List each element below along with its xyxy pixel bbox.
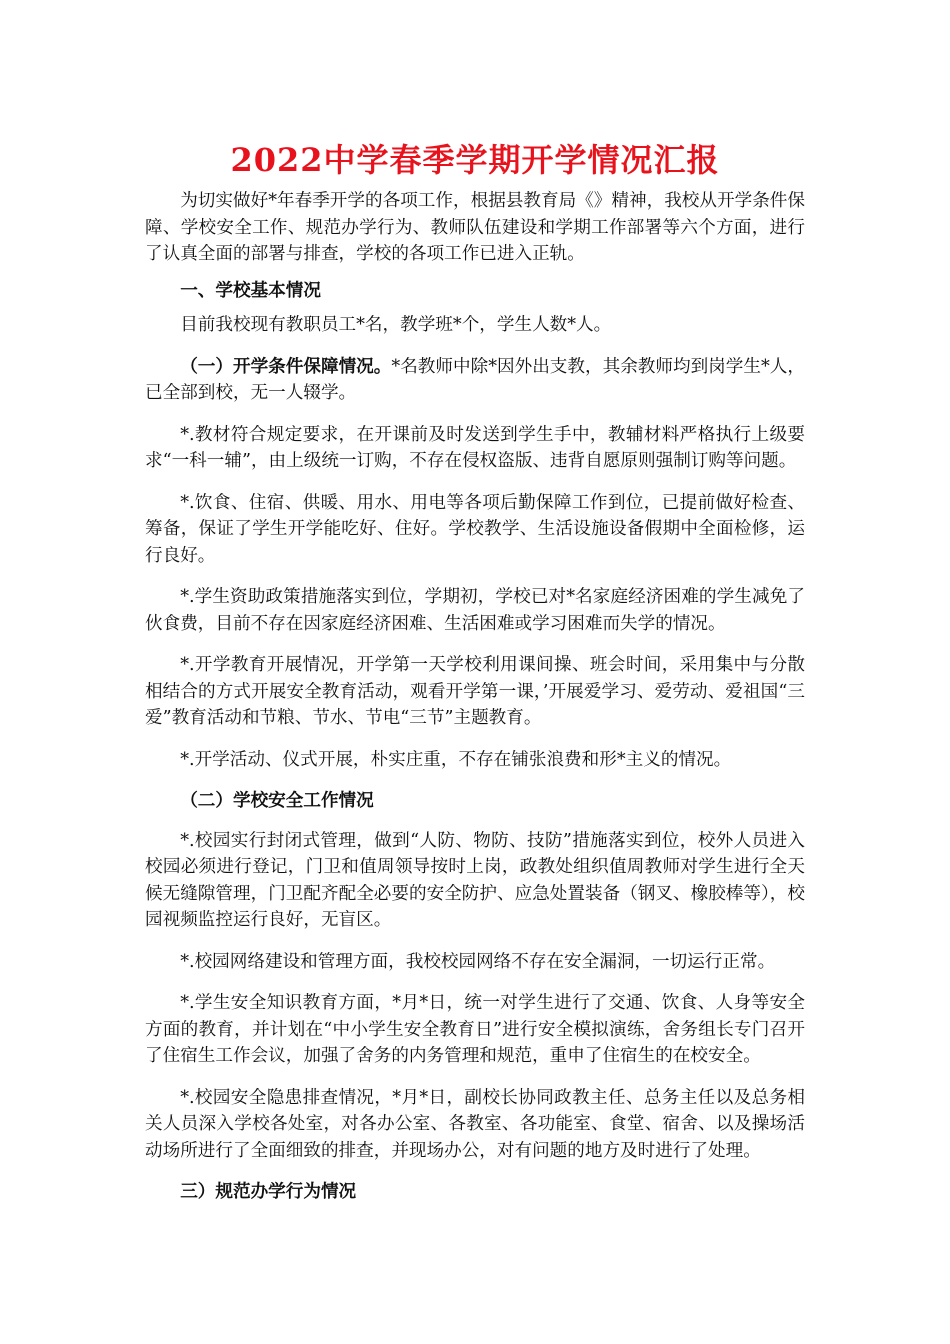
document-body bbox=[145, 188, 805, 1219]
subsection-conduct-heading: 三）规范办学行为情况 bbox=[180, 1181, 357, 1202]
conditions-item: *.教材符合规定要求，在开课前及时发送到学生手中，教辅材料严格执行上级要求“一科一辅”，由上级统一订购，不存在侵权盗版、违背自愿原则强制订购等问题。 bbox=[145, 424, 805, 471]
conditions-item: *.饮食、住宿、供暖、用水、用电等各项后勤保障工作到位，已提前做好检查、筹备，保证了学生开学能吃好、住好。学校教学、生活设施设备假期中全面检修，运行良好。 bbox=[145, 492, 805, 566]
conditions-item: *.学生资助政策措施落实到位，学期初，学校已对*名家庭经济困难的学生减免了伙食费，目前不存在因家庭经济困难、生活困难或学习困难而失学的情况。 bbox=[145, 587, 805, 634]
safety-item: *.校园安全隐患排查情况，*月*日，副校长协同政教主任、总务主任以及总务相关人员深入学校各处室，对各办公室、各教室、各功能室、食堂、宿舍、以及操场活动场所进行了全面细致的排查，并现场办公，对有问题的地方及时进行了处理。 bbox=[145, 1087, 805, 1161]
subsection-conditions-text: *名教师中除*因外出支教，其余教师均到岗学生*人，已全部到校，无一人辍学。 bbox=[145, 356, 805, 403]
conditions-item: *.开学活动、仪式开展，朴实庄重，不存在铺张浪费和形*主义的情况。 bbox=[180, 749, 732, 770]
subsection-conditions-heading: （一）开学条件保障情况。 bbox=[180, 355, 392, 377]
subsection-conditions-paragraph bbox=[145, 354, 805, 407]
subsection-safety-heading: （二）学校安全工作情况 bbox=[180, 790, 374, 811]
conditions-item: *.开学教育开展情况，开学第一天学校利用课间操、班会时间，采用集中与分散相结合的方式开展安全教育活动，观看开学第一课，’开展爱学习、爱劳动、爱祖国“三爱”教育活动和节粮、节水、节电“三节”主题教育。 bbox=[145, 655, 805, 728]
document-title: 2022中学春季学期开学情况汇报 bbox=[230, 141, 720, 179]
intro-paragraph: 为切实做好*年春季开学的各项工作，根据县教育局《》精神，我校从开学条件保障、学校安全工作、规范办学行为、教师队伍建设和学期工作部署等六个方面，进行了认真全面的部署与排查，学校的各项工作已进入正轨。 bbox=[145, 191, 805, 264]
safety-item: *.校园网络建设和管理方面，我校校园网络不存在安全漏洞，一切运行正常。 bbox=[180, 951, 776, 972]
section-heading-basic-info: 一、学校基本情况 bbox=[180, 279, 321, 301]
safety-item: *.校园实行封闭式管理，做到“人防、物防、技防”措施落实到位，校外人员进入校园必须进行登记，门卫和值周领导按时上岗，政教处组织值周教师对学生进行全天候无缝隙管理，门卫配齐配全必要的安全防护、应急处置装备（钢叉、橡胶棒等），校园视频监控运行良好，无盲区。 bbox=[145, 830, 805, 930]
safety-item: *.学生安全知识教育方面，*月*日，统一对学生进行了交通、饮食、人身等安全方面的教育，并计划在“中小学生安全教育日”进行安全模拟演练，舍务组长专门召开了住宿生工作会议，加强了舍务的内务管理和规范，重申了住宿生的在校安全。 bbox=[145, 993, 805, 1066]
basic-info-paragraph: 目前我校现有教职员工*名，教学班*个，学生人数*人。 bbox=[180, 315, 612, 335]
